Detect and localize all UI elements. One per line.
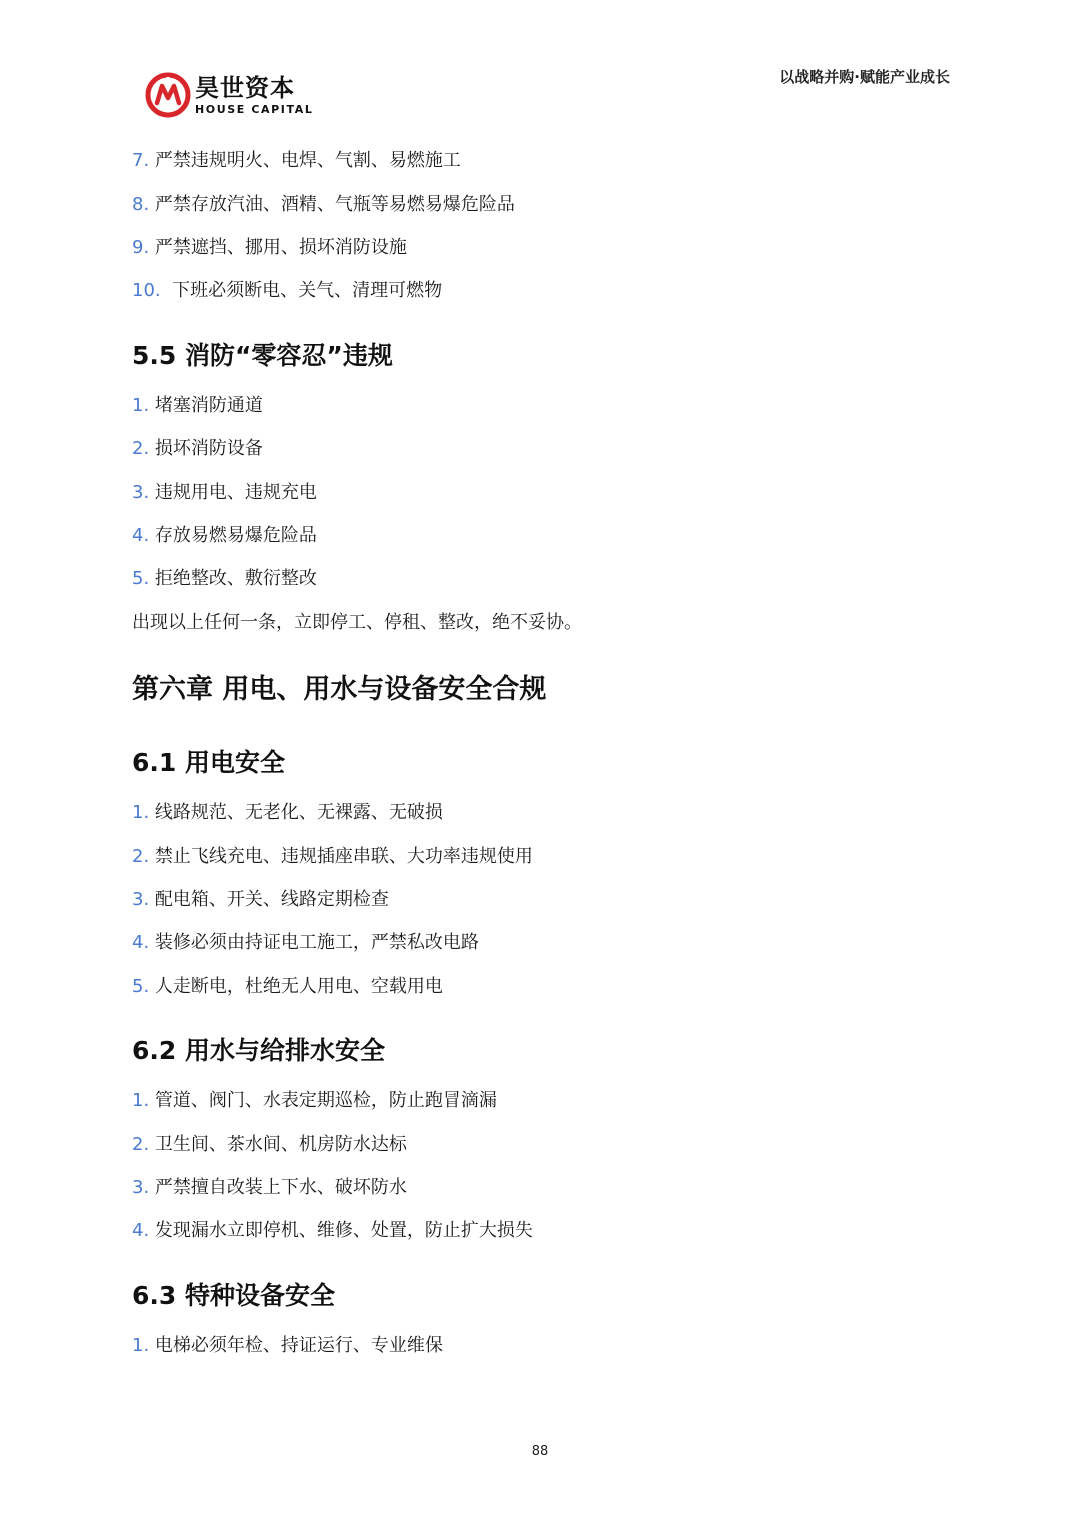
section-heading-6-1: 6.1 用电安全 (132, 748, 285, 777)
list-item: 2. 卫生间、茶水间、机房防水达标 (132, 1134, 407, 1155)
section-heading-6-2: 6.2 用水与给排水安全 (132, 1036, 385, 1065)
house-capital-logo-icon (145, 72, 191, 118)
header-slogan: 以战略并购·赋能产业成长 (779, 68, 950, 86)
list-item: 4. 装修必须由持证电工施工，严禁私改电路 (132, 932, 479, 953)
list-item: 3. 配电箱、开关、线路定期检查 (132, 889, 389, 910)
list-item: 4. 发现漏水立即停机、维修、处置，防止扩大损失 (132, 1220, 533, 1241)
company-logo (145, 72, 315, 122)
list-item: 8. 严禁存放汽油、酒精、气瓶等易燃易爆危险品 (132, 194, 515, 215)
list-item: 1. 堵塞消防通道 (132, 395, 263, 416)
list-item: 7. 严禁违规明火、电焊、气割、易燃施工 (132, 150, 461, 171)
list-item: 4. 存放易燃易爆危险品 (132, 525, 317, 546)
list-item: 2. 禁止飞线充电、违规插座串联、大功率违规使用 (132, 846, 533, 867)
logo-chinese-name: 昊世资本 (195, 74, 295, 102)
list-item: 2. 损坏消防设备 (132, 438, 263, 459)
list-item: 1. 线路规范、无老化、无裸露、无破损 (132, 802, 443, 823)
list-item: 5. 拒绝整改、敷衍整改 (132, 568, 317, 589)
page-header (0, 0, 1080, 130)
list-item: 9. 严禁遮挡、挪用、损坏消防设施 (132, 237, 407, 258)
section-heading-5-5: 5.5 消防“零容忍”违规 (132, 341, 393, 370)
section-heading-6-3: 6.3 特种设备安全 (132, 1281, 335, 1310)
section-note: 出现以上任何一条，立即停工、停租、整改，绝不妥协。 (132, 612, 582, 633)
list-item: 3. 违规用电、违规充电 (132, 482, 317, 503)
page-number: 88 (531, 1444, 549, 1459)
list-item: 1. 电梯必须年检、持证运行、专业维保 (132, 1335, 443, 1356)
list-item: 5. 人走断电，杜绝无人用电、空载用电 (132, 976, 443, 997)
list-item: 10. 下班必须断电、关气、清理可燃物 (132, 280, 443, 301)
list-item: 1. 管道、阀门、水表定期巡检，防止跑冒滴漏 (132, 1090, 497, 1111)
list-item: 3. 严禁擅自改装上下水、破坏防水 (132, 1177, 407, 1198)
logo-english-name: HOUSE CAPITAL (195, 103, 314, 116)
chapter-heading: 第六章 用电、用水与设备安全合规 (132, 674, 547, 705)
